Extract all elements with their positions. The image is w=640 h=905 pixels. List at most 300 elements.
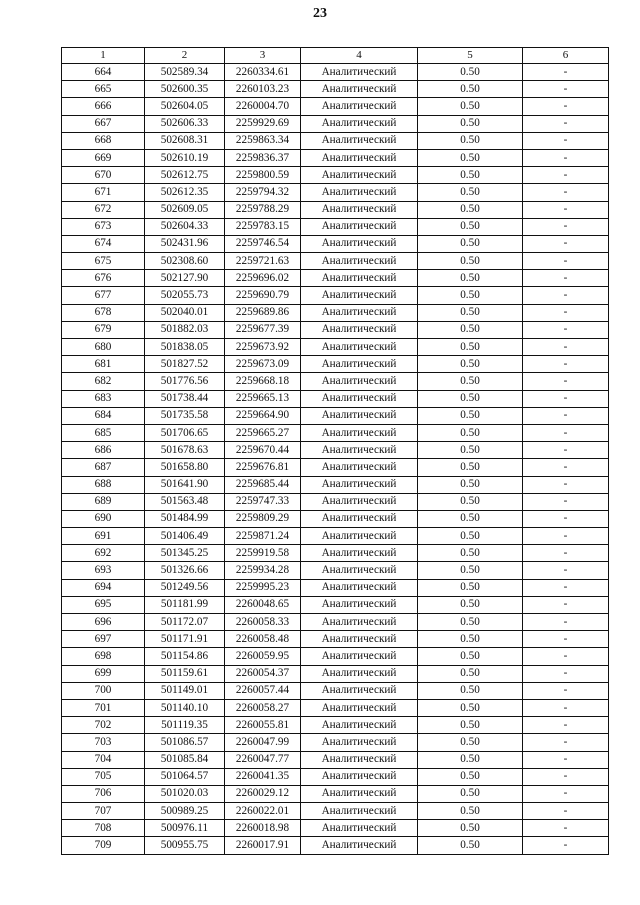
method-cell: Аналитический [301, 390, 418, 407]
table-row [62, 132, 609, 149]
x-coordinate-cell: 501181.99 [145, 596, 225, 613]
x-coordinate-cell: 501345.25 [145, 545, 225, 562]
method-cell: Аналитический [301, 476, 418, 493]
y-coordinate-cell: 2260058.33 [225, 614, 301, 631]
note-cell: - [523, 562, 609, 579]
y-coordinate-cell: 2259721.63 [225, 253, 301, 270]
note-cell: - [523, 751, 609, 768]
y-coordinate-cell: 2259673.09 [225, 356, 301, 373]
y-coordinate-cell: 2259929.69 [225, 115, 301, 132]
point-number-cell: 703 [62, 734, 145, 751]
table-row [62, 184, 609, 201]
point-number-cell: 674 [62, 235, 145, 252]
y-coordinate-cell: 2260029.12 [225, 785, 301, 802]
note-cell: - [523, 648, 609, 665]
point-number-cell: 673 [62, 218, 145, 235]
x-coordinate-cell: 502308.60 [145, 253, 225, 270]
note-cell: - [523, 98, 609, 115]
x-coordinate-cell: 501149.01 [145, 682, 225, 699]
note-cell: - [523, 390, 609, 407]
point-number-cell: 691 [62, 528, 145, 545]
point-number-cell: 700 [62, 682, 145, 699]
accuracy-cell: 0.50 [418, 459, 523, 476]
note-cell: - [523, 407, 609, 424]
method-cell: Аналитический [301, 717, 418, 734]
y-coordinate-cell: 2259685.44 [225, 476, 301, 493]
table-row [62, 614, 609, 631]
point-number-cell: 685 [62, 424, 145, 441]
x-coordinate-cell: 501154.86 [145, 648, 225, 665]
accuracy-cell: 0.50 [418, 717, 523, 734]
y-coordinate-cell: 2259863.34 [225, 132, 301, 149]
method-cell: Аналитический [301, 493, 418, 510]
accuracy-cell: 0.50 [418, 373, 523, 390]
method-cell: Аналитический [301, 321, 418, 338]
column-header: 4 [301, 48, 418, 64]
point-number-cell: 684 [62, 407, 145, 424]
table-row [62, 64, 609, 81]
method-cell: Аналитический [301, 734, 418, 751]
point-number-cell: 666 [62, 98, 145, 115]
x-coordinate-cell: 501406.49 [145, 528, 225, 545]
y-coordinate-cell: 2259664.90 [225, 407, 301, 424]
y-coordinate-cell: 2260059.95 [225, 648, 301, 665]
point-number-cell: 704 [62, 751, 145, 768]
method-cell: Аналитический [301, 751, 418, 768]
table-row [62, 424, 609, 441]
note-cell: - [523, 373, 609, 390]
y-coordinate-cell: 2260018.98 [225, 820, 301, 837]
table-row [62, 321, 609, 338]
accuracy-cell: 0.50 [418, 596, 523, 613]
method-cell: Аналитический [301, 115, 418, 132]
y-coordinate-cell: 2260022.01 [225, 803, 301, 820]
point-number-cell: 676 [62, 270, 145, 287]
y-coordinate-cell: 2259746.54 [225, 235, 301, 252]
accuracy-cell: 0.50 [418, 820, 523, 837]
point-number-cell: 670 [62, 167, 145, 184]
x-coordinate-cell: 501838.05 [145, 339, 225, 356]
point-number-cell: 690 [62, 510, 145, 527]
x-coordinate-cell: 501171.91 [145, 631, 225, 648]
point-number-cell: 686 [62, 442, 145, 459]
method-cell: Аналитический [301, 98, 418, 115]
method-cell: Аналитический [301, 785, 418, 802]
accuracy-cell: 0.50 [418, 132, 523, 149]
method-cell: Аналитический [301, 424, 418, 441]
accuracy-cell: 0.50 [418, 64, 523, 81]
x-coordinate-cell: 501641.90 [145, 476, 225, 493]
accuracy-cell: 0.50 [418, 682, 523, 699]
y-coordinate-cell: 2260058.48 [225, 631, 301, 648]
point-number-cell: 667 [62, 115, 145, 132]
note-cell: - [523, 510, 609, 527]
note-cell: - [523, 201, 609, 218]
method-cell: Аналитический [301, 270, 418, 287]
point-number-cell: 695 [62, 596, 145, 613]
method-cell: Аналитический [301, 665, 418, 682]
table-row [62, 631, 609, 648]
x-coordinate-cell: 502431.96 [145, 235, 225, 252]
note-cell: - [523, 459, 609, 476]
table-row [62, 528, 609, 545]
point-number-cell: 705 [62, 768, 145, 785]
accuracy-cell: 0.50 [418, 734, 523, 751]
table-row [62, 287, 609, 304]
method-cell: Аналитический [301, 579, 418, 596]
method-cell: Аналитический [301, 442, 418, 459]
method-cell: Аналитический [301, 339, 418, 356]
accuracy-cell: 0.50 [418, 218, 523, 235]
note-cell: - [523, 785, 609, 802]
table-row [62, 304, 609, 321]
method-cell: Аналитический [301, 682, 418, 699]
table-row [62, 785, 609, 802]
table-row [62, 768, 609, 785]
note-cell: - [523, 339, 609, 356]
accuracy-cell: 0.50 [418, 287, 523, 304]
table-row [62, 493, 609, 510]
y-coordinate-cell: 2259665.27 [225, 424, 301, 441]
method-cell: Аналитический [301, 407, 418, 424]
y-coordinate-cell: 2259836.37 [225, 149, 301, 166]
y-coordinate-cell: 2259689.86 [225, 304, 301, 321]
accuracy-cell: 0.50 [418, 390, 523, 407]
table-row [62, 545, 609, 562]
table-row [62, 579, 609, 596]
note-cell: - [523, 545, 609, 562]
accuracy-cell: 0.50 [418, 339, 523, 356]
column-header: 6 [523, 48, 609, 64]
point-number-cell: 671 [62, 184, 145, 201]
accuracy-cell: 0.50 [418, 614, 523, 631]
point-number-cell: 689 [62, 493, 145, 510]
y-coordinate-cell: 2259794.32 [225, 184, 301, 201]
note-cell: - [523, 356, 609, 373]
accuracy-cell: 0.50 [418, 493, 523, 510]
y-coordinate-cell: 2259668.18 [225, 373, 301, 390]
accuracy-cell: 0.50 [418, 167, 523, 184]
table-row [62, 562, 609, 579]
x-coordinate-cell: 502610.19 [145, 149, 225, 166]
point-number-cell: 665 [62, 81, 145, 98]
x-coordinate-cell: 501735.58 [145, 407, 225, 424]
note-cell: - [523, 167, 609, 184]
method-cell: Аналитический [301, 218, 418, 235]
table-body [62, 64, 609, 855]
y-coordinate-cell: 2259676.81 [225, 459, 301, 476]
method-cell: Аналитический [301, 510, 418, 527]
point-number-cell: 687 [62, 459, 145, 476]
point-number-cell: 701 [62, 699, 145, 716]
note-cell: - [523, 699, 609, 716]
y-coordinate-cell: 2260055.81 [225, 717, 301, 734]
accuracy-cell: 0.50 [418, 528, 523, 545]
accuracy-cell: 0.50 [418, 407, 523, 424]
y-coordinate-cell: 2259783.15 [225, 218, 301, 235]
table-row [62, 510, 609, 527]
y-coordinate-cell: 2259673.92 [225, 339, 301, 356]
y-coordinate-cell: 2259788.29 [225, 201, 301, 218]
accuracy-cell: 0.50 [418, 768, 523, 785]
note-cell: - [523, 768, 609, 785]
note-cell: - [523, 304, 609, 321]
note-cell: - [523, 149, 609, 166]
table-row [62, 407, 609, 424]
y-coordinate-cell: 2259670.44 [225, 442, 301, 459]
point-number-cell: 680 [62, 339, 145, 356]
method-cell: Аналитический [301, 631, 418, 648]
note-cell: - [523, 682, 609, 699]
accuracy-cell: 0.50 [418, 81, 523, 98]
method-cell: Аналитический [301, 545, 418, 562]
accuracy-cell: 0.50 [418, 665, 523, 682]
table-row [62, 81, 609, 98]
table-row [62, 442, 609, 459]
x-coordinate-cell: 502040.01 [145, 304, 225, 321]
table-row [62, 270, 609, 287]
y-coordinate-cell: 2260017.91 [225, 837, 301, 854]
method-cell: Аналитический [301, 562, 418, 579]
method-cell: Аналитический [301, 167, 418, 184]
accuracy-cell: 0.50 [418, 562, 523, 579]
coordinates-table [61, 47, 609, 855]
x-coordinate-cell: 500976.11 [145, 820, 225, 837]
method-cell: Аналитический [301, 287, 418, 304]
x-coordinate-cell: 501738.44 [145, 390, 225, 407]
method-cell: Аналитический [301, 253, 418, 270]
x-coordinate-cell: 501678.63 [145, 442, 225, 459]
y-coordinate-cell: 2259747.33 [225, 493, 301, 510]
table-row [62, 115, 609, 132]
column-header: 2 [145, 48, 225, 64]
note-cell: - [523, 631, 609, 648]
point-number-cell: 681 [62, 356, 145, 373]
table-row [62, 596, 609, 613]
point-number-cell: 697 [62, 631, 145, 648]
accuracy-cell: 0.50 [418, 648, 523, 665]
point-number-cell: 692 [62, 545, 145, 562]
accuracy-cell: 0.50 [418, 579, 523, 596]
point-number-cell: 696 [62, 614, 145, 631]
point-number-cell: 669 [62, 149, 145, 166]
point-number-cell: 693 [62, 562, 145, 579]
note-cell: - [523, 64, 609, 81]
y-coordinate-cell: 2260004.70 [225, 98, 301, 115]
method-cell: Аналитический [301, 596, 418, 613]
note-cell: - [523, 596, 609, 613]
table-row [62, 253, 609, 270]
note-cell: - [523, 253, 609, 270]
method-cell: Аналитический [301, 356, 418, 373]
accuracy-cell: 0.50 [418, 442, 523, 459]
x-coordinate-cell: 502055.73 [145, 287, 225, 304]
note-cell: - [523, 218, 609, 235]
x-coordinate-cell: 501563.48 [145, 493, 225, 510]
y-coordinate-cell: 2260041.35 [225, 768, 301, 785]
y-coordinate-cell: 2260103.23 [225, 81, 301, 98]
note-cell: - [523, 81, 609, 98]
x-coordinate-cell: 501172.07 [145, 614, 225, 631]
x-coordinate-cell: 501326.66 [145, 562, 225, 579]
x-coordinate-cell: 502600.35 [145, 81, 225, 98]
page-number: 23 [313, 6, 327, 21]
method-cell: Аналитический [301, 614, 418, 631]
note-cell: - [523, 717, 609, 734]
accuracy-cell: 0.50 [418, 510, 523, 527]
table-row [62, 167, 609, 184]
table-row [62, 682, 609, 699]
note-cell: - [523, 614, 609, 631]
accuracy-cell: 0.50 [418, 98, 523, 115]
point-number-cell: 698 [62, 648, 145, 665]
point-number-cell: 677 [62, 287, 145, 304]
table-header-row [62, 48, 609, 64]
table-row [62, 149, 609, 166]
point-number-cell: 688 [62, 476, 145, 493]
accuracy-cell: 0.50 [418, 321, 523, 338]
accuracy-cell: 0.50 [418, 184, 523, 201]
point-number-cell: 707 [62, 803, 145, 820]
table-row [62, 459, 609, 476]
table-row [62, 665, 609, 682]
y-coordinate-cell: 2259690.79 [225, 287, 301, 304]
y-coordinate-cell: 2260057.44 [225, 682, 301, 699]
accuracy-cell: 0.50 [418, 356, 523, 373]
point-number-cell: 683 [62, 390, 145, 407]
y-coordinate-cell: 2259934.28 [225, 562, 301, 579]
x-coordinate-cell: 502608.31 [145, 132, 225, 149]
x-coordinate-cell: 501159.61 [145, 665, 225, 682]
method-cell: Аналитический [301, 837, 418, 854]
x-coordinate-cell: 500955.75 [145, 837, 225, 854]
y-coordinate-cell: 2259800.59 [225, 167, 301, 184]
table-row [62, 803, 609, 820]
accuracy-cell: 0.50 [418, 115, 523, 132]
column-header: 5 [418, 48, 523, 64]
accuracy-cell: 0.50 [418, 837, 523, 854]
table-row [62, 837, 609, 854]
x-coordinate-cell: 502606.33 [145, 115, 225, 132]
note-cell: - [523, 476, 609, 493]
accuracy-cell: 0.50 [418, 235, 523, 252]
note-cell: - [523, 321, 609, 338]
method-cell: Аналитический [301, 81, 418, 98]
method-cell: Аналитический [301, 304, 418, 321]
table-row [62, 390, 609, 407]
table-row [62, 356, 609, 373]
note-cell: - [523, 493, 609, 510]
table-row [62, 373, 609, 390]
point-number-cell: 706 [62, 785, 145, 802]
x-coordinate-cell: 502612.75 [145, 167, 225, 184]
x-coordinate-cell: 501085.84 [145, 751, 225, 768]
y-coordinate-cell: 2259995.23 [225, 579, 301, 596]
x-coordinate-cell: 501249.56 [145, 579, 225, 596]
note-cell: - [523, 115, 609, 132]
note-cell: - [523, 442, 609, 459]
table-row [62, 734, 609, 751]
table-row [62, 339, 609, 356]
note-cell: - [523, 132, 609, 149]
accuracy-cell: 0.50 [418, 304, 523, 321]
accuracy-cell: 0.50 [418, 803, 523, 820]
x-coordinate-cell: 501140.10 [145, 699, 225, 716]
y-coordinate-cell: 2260047.77 [225, 751, 301, 768]
note-cell: - [523, 665, 609, 682]
method-cell: Аналитический [301, 373, 418, 390]
method-cell: Аналитический [301, 184, 418, 201]
note-cell: - [523, 820, 609, 837]
accuracy-cell: 0.50 [418, 476, 523, 493]
x-coordinate-cell: 502612.35 [145, 184, 225, 201]
x-coordinate-cell: 501119.35 [145, 717, 225, 734]
point-number-cell: 675 [62, 253, 145, 270]
x-coordinate-cell: 502127.90 [145, 270, 225, 287]
method-cell: Аналитический [301, 132, 418, 149]
point-number-cell: 664 [62, 64, 145, 81]
point-number-cell: 694 [62, 579, 145, 596]
accuracy-cell: 0.50 [418, 545, 523, 562]
note-cell: - [523, 287, 609, 304]
table-row [62, 751, 609, 768]
note-cell: - [523, 579, 609, 596]
column-header: 3 [225, 48, 301, 64]
method-cell: Аналитический [301, 699, 418, 716]
point-number-cell: 699 [62, 665, 145, 682]
table-row [62, 476, 609, 493]
column-header: 1 [62, 48, 145, 64]
note-cell: - [523, 270, 609, 287]
x-coordinate-cell: 500989.25 [145, 803, 225, 820]
accuracy-cell: 0.50 [418, 424, 523, 441]
x-coordinate-cell: 501776.56 [145, 373, 225, 390]
table-row [62, 820, 609, 837]
x-coordinate-cell: 501064.57 [145, 768, 225, 785]
table-row [62, 648, 609, 665]
note-cell: - [523, 235, 609, 252]
method-cell: Аналитический [301, 64, 418, 81]
x-coordinate-cell: 501706.65 [145, 424, 225, 441]
y-coordinate-cell: 2260054.37 [225, 665, 301, 682]
table-row [62, 98, 609, 115]
y-coordinate-cell: 2259696.02 [225, 270, 301, 287]
method-cell: Аналитический [301, 803, 418, 820]
y-coordinate-cell: 2260047.99 [225, 734, 301, 751]
table-row [62, 699, 609, 716]
y-coordinate-cell: 2259677.39 [225, 321, 301, 338]
method-cell: Аналитический [301, 201, 418, 218]
accuracy-cell: 0.50 [418, 631, 523, 648]
method-cell: Аналитический [301, 648, 418, 665]
note-cell: - [523, 803, 609, 820]
point-number-cell: 672 [62, 201, 145, 218]
y-coordinate-cell: 2259665.13 [225, 390, 301, 407]
y-coordinate-cell: 2260048.65 [225, 596, 301, 613]
method-cell: Аналитический [301, 528, 418, 545]
x-coordinate-cell: 501086.57 [145, 734, 225, 751]
y-coordinate-cell: 2259919.58 [225, 545, 301, 562]
table-row [62, 201, 609, 218]
point-number-cell: 709 [62, 837, 145, 854]
point-number-cell: 708 [62, 820, 145, 837]
x-coordinate-cell: 501827.52 [145, 356, 225, 373]
note-cell: - [523, 837, 609, 854]
table-row [62, 717, 609, 734]
accuracy-cell: 0.50 [418, 699, 523, 716]
note-cell: - [523, 734, 609, 751]
accuracy-cell: 0.50 [418, 149, 523, 166]
